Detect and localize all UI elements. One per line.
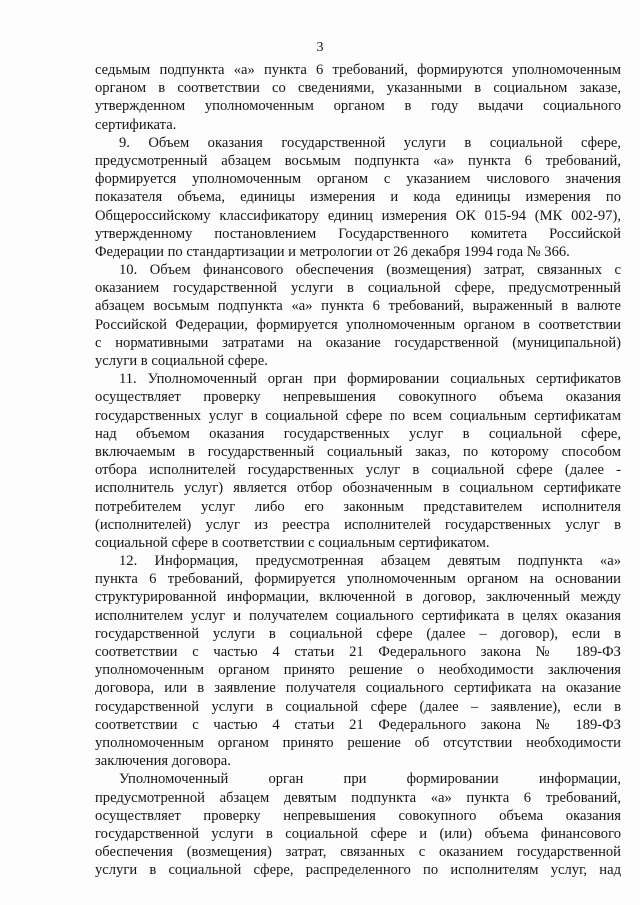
text-line: структурированной информации, включенной в договор, заключенный между — [95, 589, 621, 606]
text-line: обеспечения (возмещения) затрат, связанных с оказанием государственной — [95, 844, 621, 861]
text-line: утвержденном уполномоченным органом в году выдачи социального — [95, 98, 621, 115]
text-line: осуществляет проверку непревышения совокупного объема оказания — [95, 389, 621, 406]
text-line: услуги в социальной сфере, распределенного по исполнителям услуг, над — [95, 862, 621, 879]
text-line: социальной сфере в соответствии с социальным сертификатом. — [95, 534, 490, 551]
text-line: государственной услуги в социальной сфере (далее – заявление), если в — [95, 698, 621, 715]
text-line: формируется уполномоченным органом с указанием числового значения — [95, 171, 621, 188]
text-line: (исполнителей) услуг из реестра исполнителей государственных услуг в — [95, 516, 621, 533]
text-line: уполномоченным органом принято решение о необходимости заключения — [95, 662, 621, 679]
body-text — [95, 61, 621, 879]
text-line: Федерации по стандартизации и метрологии от 26 декабря 1994 года № 366. — [95, 243, 570, 260]
text-line: потребителем услуг либо его законным представителем исполнителя — [95, 498, 621, 515]
text-line: заключения договора. — [95, 753, 231, 770]
text-line: включаемым в государственный социальный заказ, по которому способом — [95, 443, 621, 460]
text-line: Общероссийскому классификатору единиц измерения ОК 015-94 (МК 002-97), — [95, 207, 621, 224]
text-line: с нормативными затратами на оказание государственной (муниципальной) — [95, 334, 621, 351]
text-line: пункта 6 требований, формируется уполномоченным органом на основании — [95, 571, 621, 588]
text-line: Уполномоченный орган при формировании информации, — [119, 771, 621, 788]
text-line: соответствии с частью 4 статьи 21 Федерального закона № 189-ФЗ — [95, 644, 621, 660]
text-line: утвержденному постановлением Государственного комитета Российской — [95, 225, 621, 242]
text-line: договора, или в заявление получателя социального сертификата на оказание — [95, 680, 621, 697]
text-line: соответствии с частью 4 статьи 21 Федерального закона № 189-ФЗ — [95, 716, 621, 733]
text-line: 10. Объем финансового обеспечения (возмещения) затрат, связанных с — [119, 262, 621, 279]
text-line: услуги в социальной сфере. — [95, 353, 268, 369]
text-line: над объемом оказания государственных услуг в социальной сфере, — [95, 425, 621, 442]
text-line: исполнителем услуг и получателем социального сертификата в целях оказания — [95, 607, 621, 624]
text-line: исполнитель услуг) является отбор обозначенным в социальном сертификате — [95, 480, 621, 497]
text-line: отбора исполнителей государственных услуг в социальной сфере (далее - — [95, 462, 621, 479]
text-line: Российской Федерации, формируется уполномоченным органом в соответствии — [95, 316, 621, 333]
text-line: 9. Объем оказания государственной услуги в социальной сфере, — [119, 134, 621, 151]
text-line: государственной услуги в социальной сфере (далее – договор), если в — [95, 625, 621, 642]
text-line: осуществляет проверку непревышения совокупного объема оказания — [95, 807, 621, 824]
text-line: абзацем восьмым подпункта «а» пункта 6 требований, выраженный в валюте — [95, 298, 621, 315]
text-line: уполномоченным органом принято решение об отсутствии необходимости — [95, 734, 621, 751]
text-line: предусмотренный абзацем восьмым подпункта «а» пункта 6 требований, — [95, 152, 621, 169]
text-line: государственных услуг в социальной сфере по всем социальным сертификатам — [95, 407, 621, 424]
text-line: предусмотренной абзацем девятым подпункта «а» пункта 6 требований, — [95, 789, 621, 806]
text-line: сертификата. — [95, 116, 177, 133]
text-line: оказанием государственной услуги в социальной сфере, предусмотренный — [95, 280, 621, 297]
text-line: государственной услуги в социальной сфере и (или) объема финансового — [95, 825, 621, 842]
text-line: седьмым подпункта «а» пункта 6 требований, формируются уполномоченным — [95, 62, 621, 78]
text-line: 12. Информация, предусмотренная абзацем девятым подпункта «а» — [119, 553, 621, 570]
text-line: показателя объема, единицы измерения и кода единицы измерения по — [95, 189, 621, 206]
text-line: 11. Уполномоченный орган при формировании социальных сертификатов — [119, 371, 621, 388]
page-number: 3 — [316, 40, 324, 55]
text-line: органом в соответствии со сведениями, указанными в социальном заказе, — [95, 80, 621, 97]
